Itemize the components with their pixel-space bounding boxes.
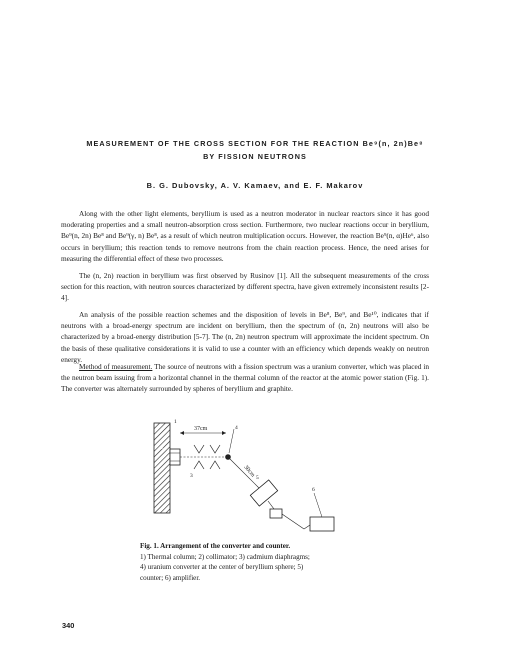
collimator-channel bbox=[170, 449, 180, 465]
apparatus-diagram bbox=[152, 419, 352, 539]
caption-line: counter; 6) amplifier. bbox=[140, 573, 201, 582]
part-label-5: 5 bbox=[256, 475, 259, 481]
figure-caption bbox=[140, 541, 380, 583]
part-label-3: 3 bbox=[190, 473, 193, 479]
paragraph-history: The (n, 2n) reaction in beryllium was first observed by Rusinov [1]. All the subsequent measurements of the cross section for this reaction, with neutron sources characterized by different spectra, have given extremely inconsistent results [2-4]. bbox=[61, 271, 429, 303]
cadmium-diaphragm bbox=[194, 461, 204, 469]
method-heading: Method of measurement. bbox=[79, 362, 153, 371]
part-label-4: 4 bbox=[235, 425, 238, 431]
page-number: 340 bbox=[62, 621, 75, 630]
thermal-column bbox=[154, 423, 170, 513]
paper-title-line-2: BY FISSION NEUTRONS bbox=[203, 152, 307, 161]
part-label-6: 6 bbox=[312, 487, 315, 493]
caption-line: 1) Thermal column; 2) collimator; 3) cadmium diaphragms; bbox=[140, 552, 310, 561]
paragraph-intro: Along with the other light elements, beryllium is used as a neutron moderator in nuclear reactors since it has good moderating properties and a small neutron-absorption cross section. Furthermore, two nuclear reactions occur in beryllium, Be⁹(n, 2n) Be⁸ and Be⁹(γ, n) Be⁸, as a result of which neutron multiplication occurs. However, the reaction Be⁹(n, α)He⁶, also occurs in beryllium; this reaction tends to remove neutrons from the chain reaction process. Hence, the need arises for measuring the differential effect of these two processes. bbox=[61, 209, 429, 263]
dimension-label-2: 30cm bbox=[242, 464, 256, 479]
authors: B. G. Dubovsky, A. V. Kamaev, and E. F. Makarov bbox=[146, 181, 364, 190]
cadmium-diaphragm bbox=[194, 445, 204, 453]
dimension-label-1: 37cm bbox=[194, 426, 208, 432]
part-label-1: 1 bbox=[174, 419, 177, 425]
paragraph-analysis: An analysis of the possible reaction schemes and the disposition of levels in Be⁸, Be⁹, and Be¹⁰, indicates that if neutrons with a broad-energy spectrum are incident on beryllium, then the spectrum of (n, 2n) neutrons will also be characterized by a broad-energy distribution [5-7]. The (n, 2n) neutron spectrum will approximate the incident spectrum. On the basis of these qualitative considerations it is valid to use a counter with an efficiency which depends weakly on neutron energy. bbox=[61, 310, 429, 364]
cadmium-diaphragm bbox=[210, 445, 220, 453]
neutron-counter bbox=[250, 480, 277, 506]
paper-title-line-1: MEASUREMENT OF THE CROSS SECTION FOR THE REACTION Be⁹(n, 2n)Be⁸ bbox=[86, 139, 424, 148]
amplifier bbox=[310, 517, 334, 531]
part-label-2: 2 bbox=[161, 445, 164, 451]
caption-line: Fig. 1. Arrangement of the converter and counter. bbox=[140, 542, 291, 550]
cadmium-diaphragm bbox=[210, 461, 220, 469]
paragraph-method bbox=[61, 361, 429, 395]
caption-line: 4) uranium converter at the center of beryllium sphere; 5) bbox=[140, 563, 304, 572]
method-body: The source of neutrons with a fission spectrum was a uranium converter, which was placed in the neutron beam issuing from a horizontal channel in the thermal column of the reactor at the atomic power station (Fig. 1). The converter was alternately surrounded by spheres of beryllium and graphite. bbox=[61, 362, 430, 394]
preamp-box bbox=[270, 509, 282, 518]
